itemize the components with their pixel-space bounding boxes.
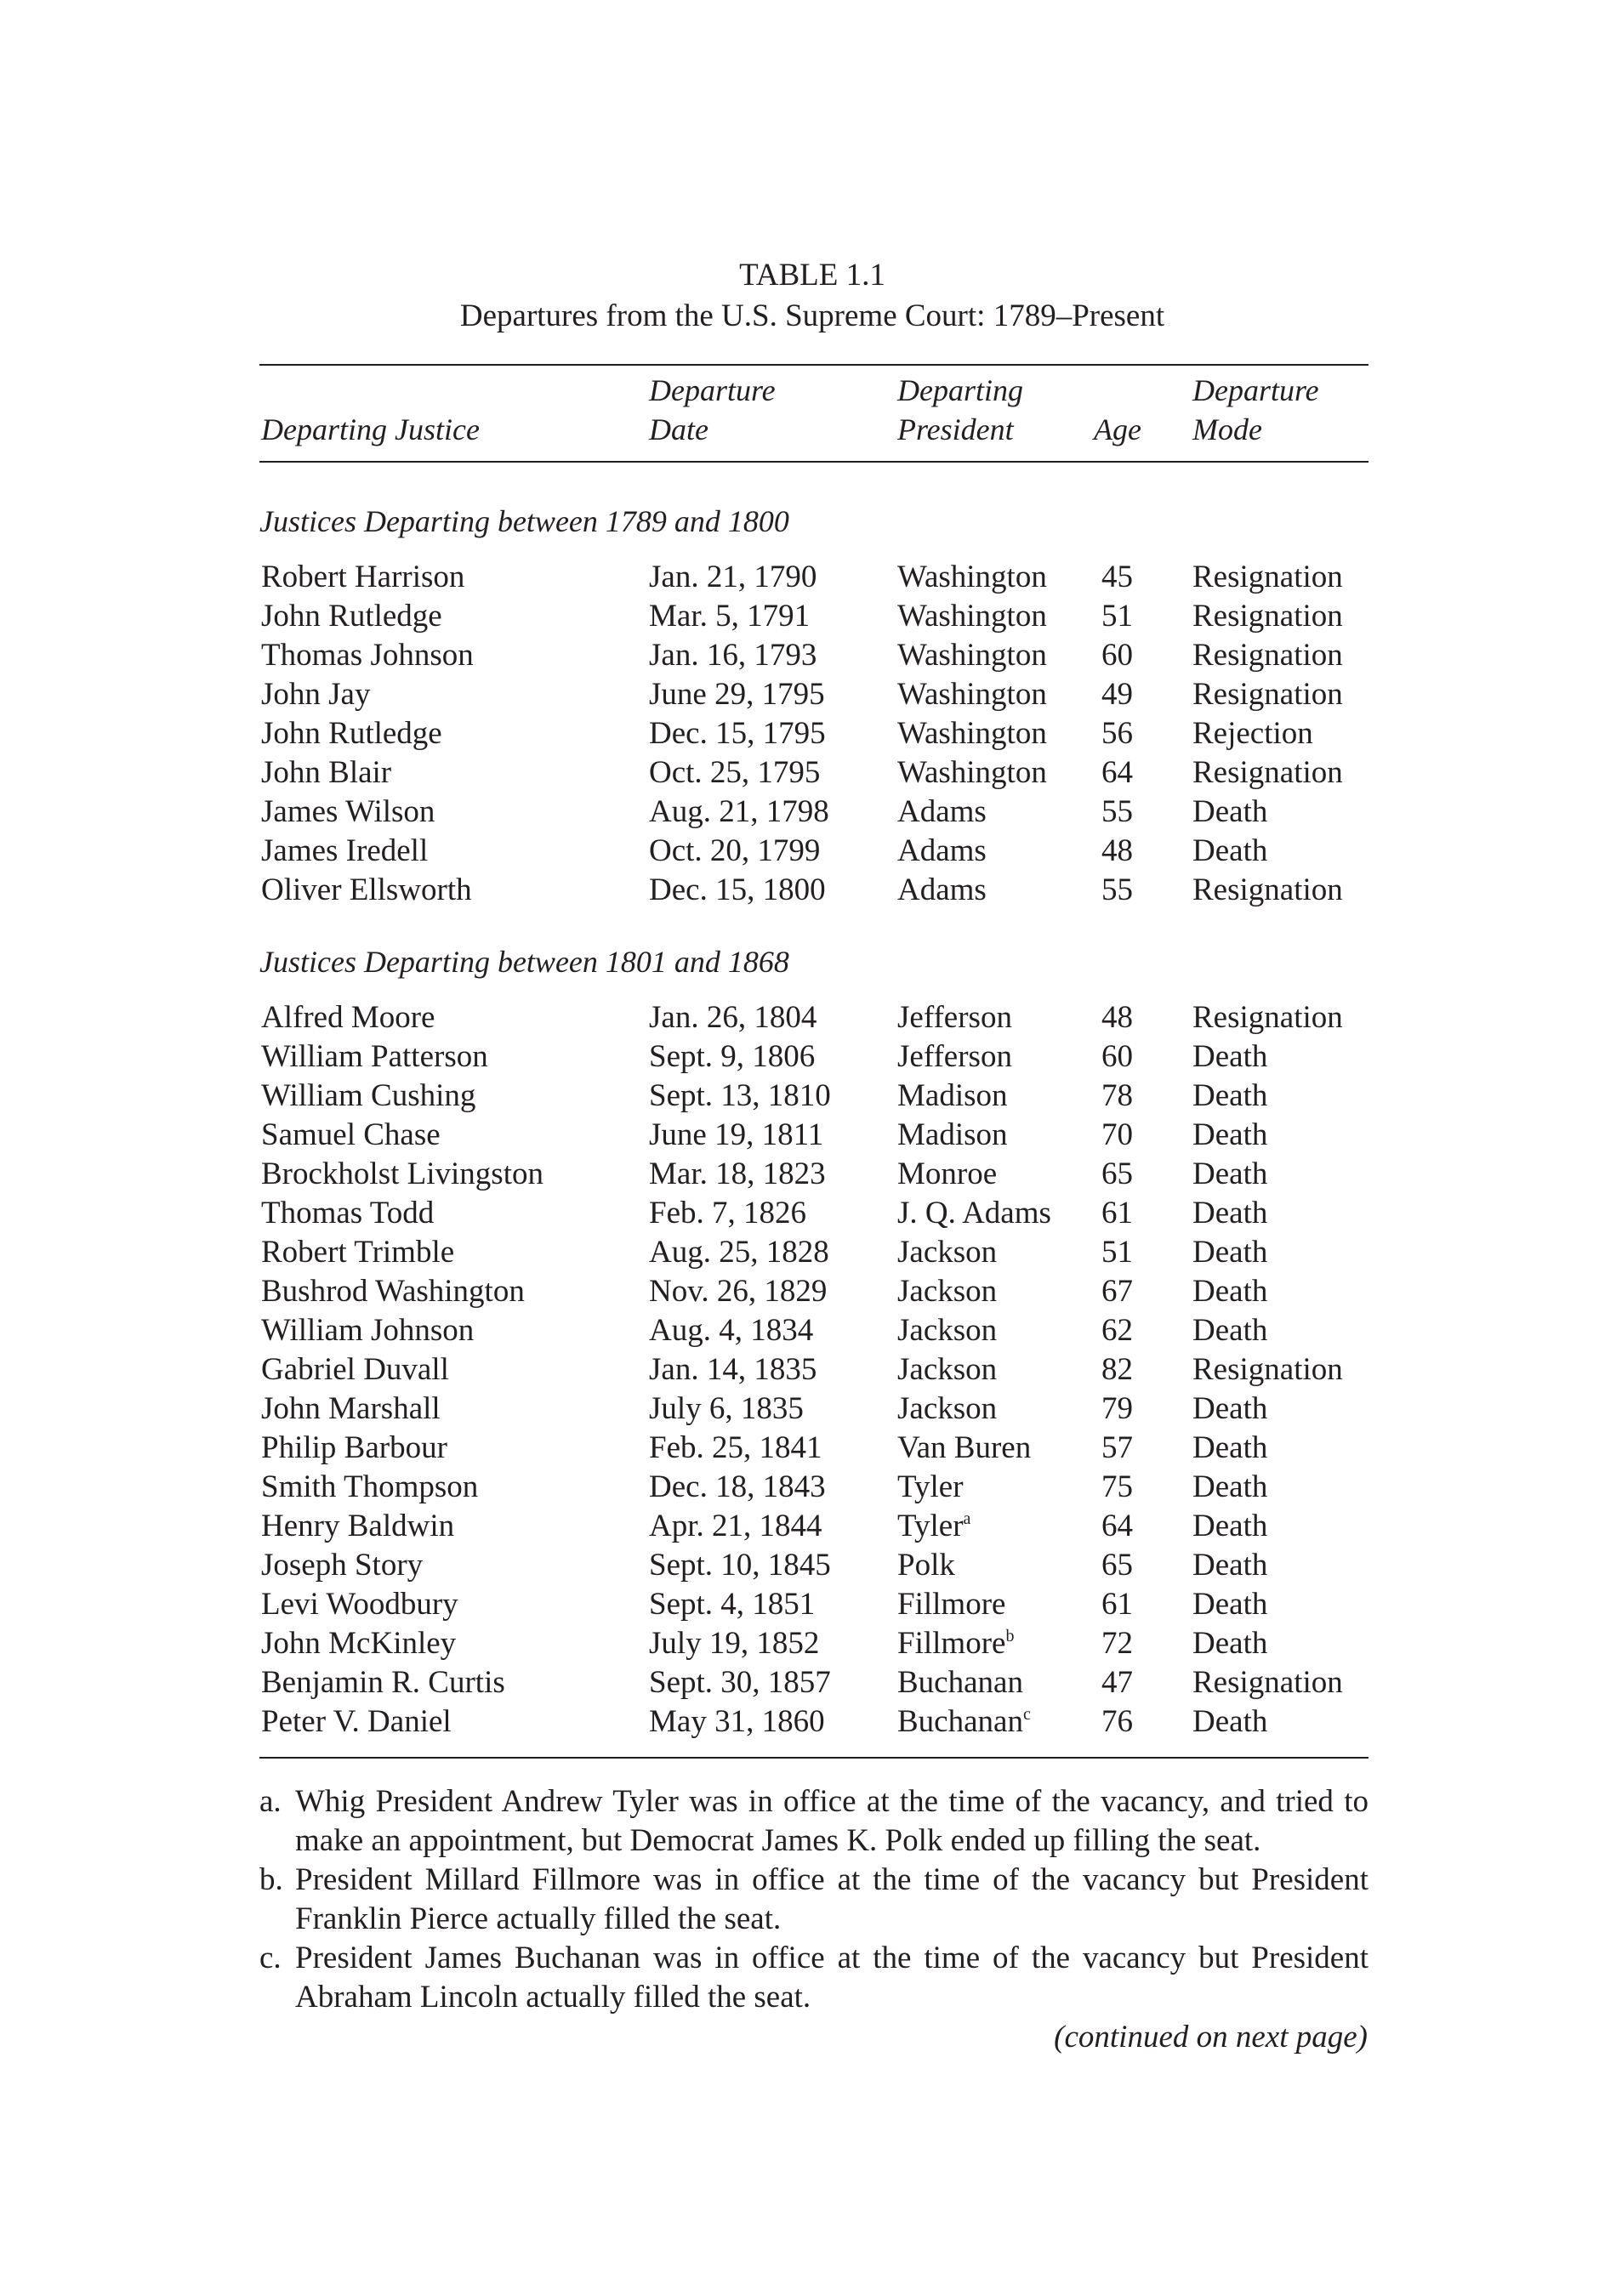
table-row: [0, 1233, 1616, 1272]
president-name: Monroe: [897, 1157, 998, 1191]
president-name: Jackson: [897, 1274, 998, 1309]
departure-date: Jan. 16, 1793: [649, 638, 817, 673]
table-row: [0, 1116, 1616, 1155]
departing-president: [897, 1507, 970, 1546]
departure-date: Dec. 15, 1795: [649, 716, 826, 751]
president-name: Fillmore: [897, 1587, 1006, 1622]
departure-mode: Death: [1192, 1157, 1268, 1191]
president-name: Jefferson: [897, 1039, 1012, 1074]
departure-date: Sept. 10, 1845: [649, 1548, 831, 1583]
president-name: Washington: [897, 599, 1047, 634]
table-row: [0, 1468, 1616, 1507]
president-name: Buchanan: [897, 1665, 1023, 1700]
justice-name: Thomas Todd: [261, 1196, 435, 1230]
departure-mode: Death: [1192, 1391, 1268, 1426]
age-value: 62: [1101, 1313, 1133, 1348]
departure-mode: Resignation: [1192, 872, 1343, 907]
president-name: Washington: [897, 560, 1047, 594]
table-row: [0, 1272, 1616, 1311]
president-name: Van Buren: [897, 1430, 1032, 1465]
president-name: Washington: [897, 638, 1047, 673]
justice-name: Bushrod Washington: [261, 1274, 525, 1309]
justice-name: John Jay: [261, 677, 371, 712]
age-value: 76: [1101, 1704, 1133, 1739]
departure-mode: Resignation: [1192, 1352, 1343, 1387]
age-value: 61: [1101, 1196, 1133, 1230]
header-mode-line1: Departure: [1192, 373, 1319, 407]
departure-mode: Rejection: [1192, 716, 1313, 751]
age-value: 65: [1101, 1548, 1133, 1583]
president-name: Washington: [897, 755, 1047, 790]
departure-date: Aug. 25, 1828: [649, 1235, 829, 1270]
table-row: [0, 558, 1616, 597]
table-row: [0, 597, 1616, 636]
header-date-line2: Date: [649, 412, 708, 446]
departing-president: [897, 1350, 997, 1390]
section-heading: Justices Departing between 1801 and 1868: [259, 945, 789, 979]
header-age: Age: [1094, 412, 1141, 446]
departure-mode: Resignation: [1192, 638, 1343, 673]
departing-president: [897, 1663, 1023, 1702]
header-president-line2: President: [897, 412, 1014, 446]
table-row: [0, 1350, 1616, 1390]
justice-name: John Blair: [261, 755, 392, 790]
age-value: 64: [1101, 755, 1133, 790]
departing-president: [897, 1390, 997, 1429]
departure-date: Aug. 4, 1834: [649, 1313, 814, 1348]
departing-president: [897, 1155, 997, 1194]
age-value: 56: [1101, 716, 1133, 751]
president-name: Tyler: [897, 1509, 964, 1543]
president-name: Adams: [897, 872, 987, 907]
header-mode-line2: Mode: [1192, 412, 1262, 446]
age-value: 49: [1101, 677, 1133, 712]
president-name: Washington: [897, 677, 1047, 712]
age-value: 60: [1101, 638, 1133, 673]
justice-name: Benjamin R. Curtis: [261, 1665, 505, 1700]
departing-president: [897, 597, 1047, 636]
departing-president: [897, 1468, 964, 1507]
justice-name: Joseph Story: [261, 1548, 424, 1583]
departing-president: [897, 1233, 997, 1272]
president-name: Jackson: [897, 1352, 998, 1387]
footnote: [259, 1861, 1368, 1939]
table-title-block: [259, 255, 1365, 337]
top-rule: [259, 364, 1368, 366]
president-name: Adams: [897, 833, 987, 868]
president-name: Fillmore: [897, 1626, 1006, 1661]
departure-mode: Death: [1192, 1196, 1268, 1230]
justice-name: Robert Harrison: [261, 560, 465, 594]
departure-date: Jan. 26, 1804: [649, 1000, 817, 1035]
justice-name: Brockholst Livingston: [261, 1157, 543, 1191]
departure-date: Feb. 7, 1826: [649, 1196, 806, 1230]
departing-president: [897, 1037, 1012, 1077]
justice-name: Alfred Moore: [261, 1000, 435, 1035]
justice-name: James Wilson: [261, 794, 435, 829]
departure-mode: Resignation: [1192, 560, 1343, 594]
departure-mode: Death: [1192, 1313, 1268, 1348]
departing-president: [897, 1585, 1005, 1624]
footnote: [259, 1939, 1368, 2017]
table-row: [0, 1194, 1616, 1233]
age-value: 51: [1101, 599, 1133, 634]
footnote-text: Whig President Andrew Tyler was in office at the time of the vacancy, and tried to make an appointment, but Democrat James K. Polk ended up filling the seat.: [295, 1784, 1368, 1858]
justice-name: John McKinley: [261, 1626, 457, 1661]
age-value: 78: [1101, 1078, 1133, 1113]
departure-mode: Resignation: [1192, 1000, 1343, 1035]
table-row: [0, 675, 1616, 714]
age-value: 55: [1101, 872, 1133, 907]
departure-date: Sept. 4, 1851: [649, 1587, 816, 1622]
table-row: [0, 832, 1616, 871]
bottom-rule: [259, 1757, 1368, 1759]
age-value: 48: [1101, 1000, 1133, 1035]
justice-name: Henry Baldwin: [261, 1509, 455, 1543]
departing-president: [897, 998, 1012, 1037]
footnote-marker: c: [1022, 1705, 1031, 1724]
president-name: Madison: [897, 1117, 1008, 1152]
departure-mode: Resignation: [1192, 599, 1343, 634]
departing-president: [897, 1077, 1008, 1116]
departure-mode: Death: [1192, 1039, 1268, 1074]
departure-mode: Death: [1192, 1430, 1268, 1465]
justice-name: Peter V. Daniel: [261, 1704, 452, 1739]
age-value: 79: [1101, 1391, 1133, 1426]
footnote-marker: a: [963, 1509, 971, 1528]
justice-name: Philip Barbour: [261, 1430, 447, 1465]
departing-president: [897, 558, 1047, 597]
age-value: 65: [1101, 1157, 1133, 1191]
age-value: 64: [1101, 1509, 1133, 1543]
president-name: Jackson: [897, 1235, 998, 1270]
age-value: 61: [1101, 1587, 1133, 1622]
justice-name: William Johnson: [261, 1313, 475, 1348]
departing-president: [897, 1194, 1051, 1233]
departure-date: May 31, 1860: [649, 1704, 825, 1739]
departure-date: Oct. 20, 1799: [649, 833, 821, 868]
departure-mode: Death: [1192, 1509, 1268, 1543]
departing-president: [897, 1429, 1031, 1468]
footnotes: [259, 1782, 1368, 2017]
age-value: 82: [1101, 1352, 1133, 1387]
justice-name: Robert Trimble: [261, 1235, 455, 1270]
footnote: [259, 1782, 1368, 1861]
table-row: [0, 1311, 1616, 1350]
departure-date: July 6, 1835: [649, 1391, 804, 1426]
footnote-text: President James Buchanan was in office at the time of the vacancy but President Abraham Lincoln actually filled the seat.: [295, 1941, 1368, 2015]
departing-president: [897, 714, 1047, 753]
departure-date: Dec. 15, 1800: [649, 872, 826, 907]
departure-date: Dec. 18, 1843: [649, 1469, 826, 1504]
departing-president: [897, 793, 987, 832]
justice-name: Smith Thompson: [261, 1469, 479, 1504]
departure-mode: Death: [1192, 833, 1268, 868]
justice-name: John Marshall: [261, 1391, 441, 1426]
table-row: [0, 753, 1616, 793]
departure-mode: Death: [1192, 1704, 1268, 1739]
footnote-text: President Millard Fillmore was in office at the time of the vacancy but President Franklin Pierce actually filled the seat.: [295, 1862, 1368, 1936]
president-name: Jackson: [897, 1313, 998, 1348]
departing-president: [897, 871, 987, 910]
president-name: Madison: [897, 1078, 1008, 1113]
table-row: [0, 1077, 1616, 1116]
table-row: [0, 793, 1616, 832]
table-row: [0, 1390, 1616, 1429]
departing-president: [897, 1311, 997, 1350]
departure-mode: Death: [1192, 1548, 1268, 1583]
president-name: J. Q. Adams: [897, 1196, 1051, 1230]
age-value: 47: [1101, 1665, 1133, 1700]
table-row: [0, 1507, 1616, 1546]
departure-mode: Death: [1192, 1235, 1268, 1270]
age-value: 70: [1101, 1117, 1133, 1152]
header-president-line1: Departing: [897, 373, 1023, 407]
departure-date: Jan. 14, 1835: [649, 1352, 817, 1387]
age-value: 45: [1101, 560, 1133, 594]
departure-date: Sept. 30, 1857: [649, 1665, 831, 1700]
justice-name: William Cushing: [261, 1078, 476, 1113]
departure-mode: Death: [1192, 1117, 1268, 1152]
departing-president: [897, 1116, 1008, 1155]
table-title: Departures from the U.S. Supreme Court: 1789–Present: [459, 298, 1165, 333]
departure-date: June 29, 1795: [649, 677, 825, 712]
departing-president: [897, 1272, 997, 1311]
departure-mode: Death: [1192, 1469, 1268, 1504]
departing-president: [897, 753, 1047, 793]
president-name: Tyler: [897, 1469, 964, 1504]
departure-mode: Death: [1192, 1274, 1268, 1309]
table-row: [0, 871, 1616, 910]
departure-date: Jan. 21, 1790: [649, 560, 817, 594]
departing-president: [897, 1702, 1031, 1742]
table-row: [0, 1037, 1616, 1077]
departure-date: Apr. 21, 1844: [649, 1509, 822, 1543]
justice-name: William Patterson: [261, 1039, 488, 1074]
departure-mode: Resignation: [1192, 677, 1343, 712]
table-row: [0, 1624, 1616, 1663]
age-value: 57: [1101, 1430, 1133, 1465]
departure-date: Feb. 25, 1841: [649, 1430, 822, 1465]
departure-date: June 19, 1811: [649, 1117, 824, 1152]
continued-note: (continued on next page): [1054, 2020, 1368, 2054]
president-name: Polk: [897, 1548, 955, 1583]
departure-date: Sept. 13, 1810: [649, 1078, 831, 1113]
departure-date: Mar. 5, 1791: [649, 599, 811, 634]
age-value: 55: [1101, 794, 1133, 829]
president-name: Buchanan: [897, 1704, 1023, 1739]
departure-date: July 19, 1852: [649, 1626, 820, 1661]
age-value: 75: [1101, 1469, 1133, 1504]
table-label: TABLE 1.1: [739, 258, 885, 293]
departing-president: [897, 832, 987, 871]
age-value: 72: [1101, 1626, 1133, 1661]
section-heading: Justices Departing between 1789 and 1800: [259, 504, 789, 538]
departing-president: [897, 675, 1047, 714]
age-value: 48: [1101, 833, 1133, 868]
president-name: Washington: [897, 716, 1047, 751]
table-row: [0, 714, 1616, 753]
departing-president: [897, 1546, 955, 1585]
table-row: [0, 1702, 1616, 1742]
justice-name: Oliver Ellsworth: [261, 872, 472, 907]
header-date-line1: Departure: [649, 373, 776, 407]
table-row: [0, 1429, 1616, 1468]
table-row: [0, 636, 1616, 675]
departure-mode: Resignation: [1192, 755, 1343, 790]
table-row: [0, 1155, 1616, 1194]
justice-name: Levi Woodbury: [261, 1587, 458, 1622]
header-rule: [259, 461, 1368, 463]
departure-date: Mar. 18, 1823: [649, 1157, 826, 1191]
departure-mode: Death: [1192, 1587, 1268, 1622]
departure-mode: Resignation: [1192, 1665, 1343, 1700]
president-name: Jefferson: [897, 1000, 1012, 1035]
header-justice: Departing Justice: [261, 412, 480, 446]
justice-name: John Rutledge: [261, 599, 442, 634]
age-value: 67: [1101, 1274, 1133, 1309]
departure-date: Oct. 25, 1795: [649, 755, 821, 790]
departing-president: [897, 1624, 1014, 1663]
president-name: Adams: [897, 794, 987, 829]
departure-date: Sept. 9, 1806: [649, 1039, 816, 1074]
justice-name: Samuel Chase: [261, 1117, 441, 1152]
departure-date: Aug. 21, 1798: [649, 794, 829, 829]
departure-mode: Death: [1192, 1626, 1268, 1661]
justice-name: Thomas Johnson: [261, 638, 474, 673]
departing-president: [897, 636, 1047, 675]
justice-name: John Rutledge: [261, 716, 442, 751]
age-value: 60: [1101, 1039, 1133, 1074]
justice-name: Gabriel Duvall: [261, 1352, 449, 1387]
footnote-letter: a.: [259, 1784, 282, 1819]
table-row: [0, 998, 1616, 1037]
president-name: Jackson: [897, 1391, 998, 1426]
departure-mode: Death: [1192, 1078, 1268, 1113]
footnote-letter: c.: [259, 1941, 282, 1975]
age-value: 51: [1101, 1235, 1133, 1270]
departure-date: Nov. 26, 1829: [649, 1274, 828, 1309]
footnote-marker: b: [1005, 1627, 1015, 1645]
table-row: [0, 1663, 1616, 1702]
table-row: [0, 1546, 1616, 1585]
departure-mode: Death: [1192, 794, 1268, 829]
justice-name: James Iredell: [261, 833, 429, 868]
footnote-letter: b.: [259, 1862, 283, 1897]
table-row: [0, 1585, 1616, 1624]
